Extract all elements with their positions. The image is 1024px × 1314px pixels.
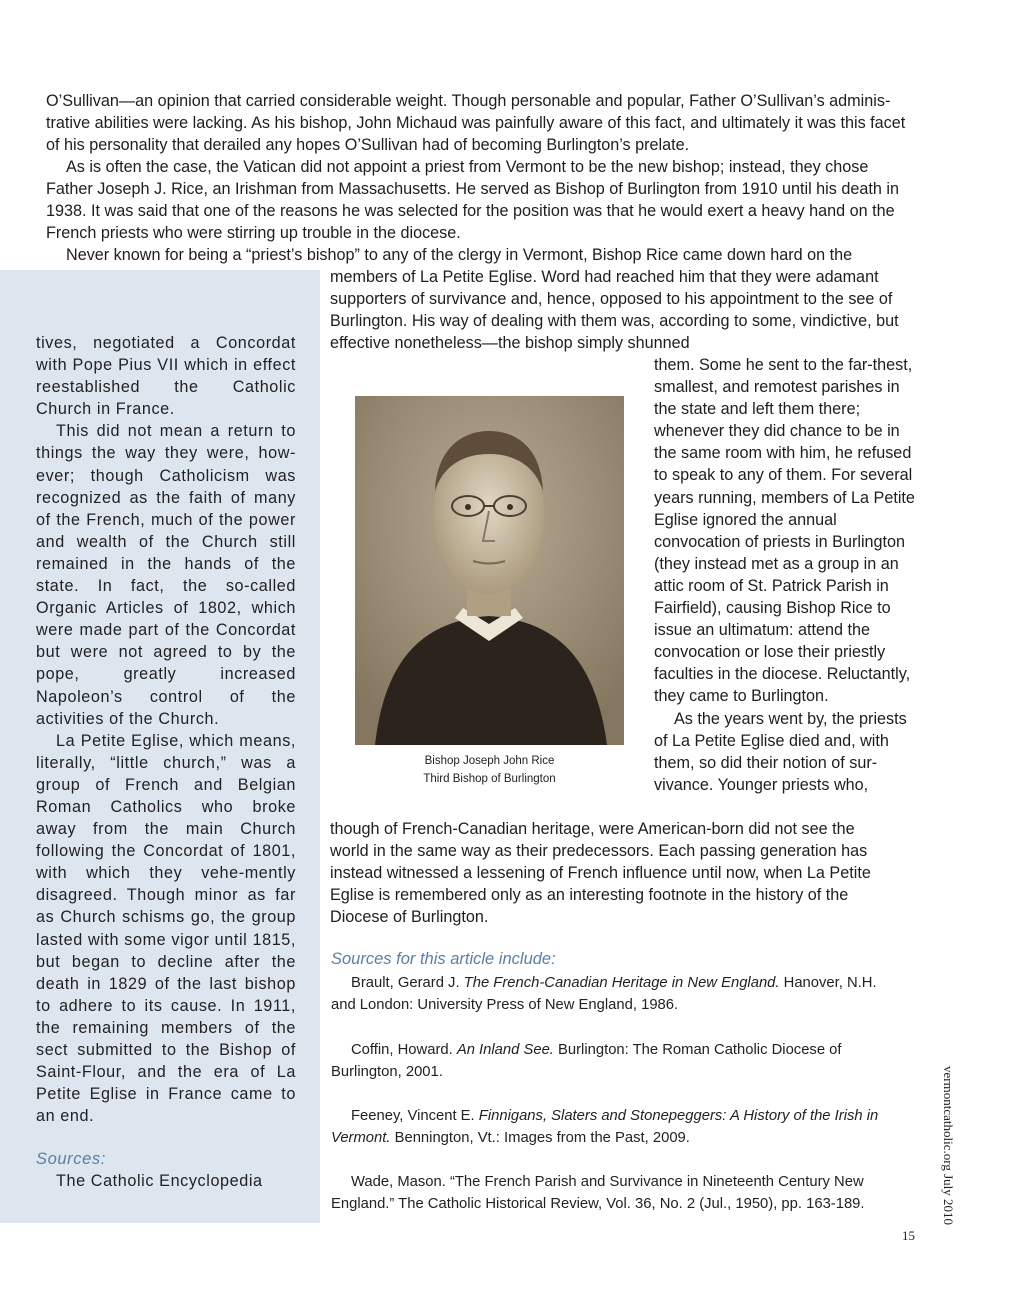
- source-3-publisher: Bennington, Vt.: Images from the Past, 2009.: [390, 1130, 690, 1146]
- source-item: [331, 972, 891, 1016]
- sidebar-paragraph-1: tives, negotiated a Concordat with Pope Pius VII which in effect reestablished the Catholic Church in France.: [36, 334, 296, 419]
- lower-paragraph: though of French-Canadian heritage, were American-born did not see the world in the same way as their predecessors. Each passing generation has instead witnessed a lessening of French influence until now, when La Petite Eglise is remembered only as an interesting footnote in the history of the Diocese of Burlington.: [330, 820, 871, 927]
- source-item: [331, 1105, 891, 1149]
- page-number: 15: [902, 1228, 915, 1243]
- source-1-publisher: Hanover, N.H. and London: University Press of New England, 1986.: [331, 975, 877, 1013]
- main-column-right: [654, 354, 919, 796]
- sidebar-sources-heading: Sources:: [36, 1150, 106, 1168]
- intro-paragraph-3: Never known for being a “priest’s bishop” to any of the clergy in Vermont, Bishop Rice came down hard on the: [66, 246, 853, 264]
- source-2-publisher: Burlington: The Roman Catholic Diocese of Burlington, 2001.: [331, 1042, 842, 1080]
- sidebar-paragraph-2: This did not mean a return to things the way they were, how-ever; though Catholicism was recognized as the faith of many of the French, much of the power and wealth of the Church still remained in the hands of the state. In fact, the so-called Organic Articles of 1802, which were made part of the Concordat but were not agreed to by the pope, greatly increased Napoleon’s control of the activities of the Church.: [36, 422, 296, 728]
- caption-line-1: Bishop Joseph John Rice: [424, 755, 555, 767]
- main-column-upper: [330, 266, 910, 354]
- sidebar-source-item: The Catholic Encyclopedia: [56, 1172, 263, 1190]
- source-4-citation: Wade, Mason. “The French Parish and Survivance in Nineteenth Century New England.” The Catholic Historical Review, Vol. 36, No. 2 (Jul., 1950), pp. 163-189.: [331, 1174, 865, 1212]
- portrait-illustration: [355, 396, 624, 745]
- source-3-author: Feeney, Vincent E.: [351, 1108, 479, 1124]
- source-2-author: Coffin, Howard.: [351, 1042, 457, 1058]
- source-3-title: Finnigans, Slaters and Stonepeggers: A History of the Irish in Vermont.: [331, 1108, 879, 1146]
- footer-site-date: vermontcatholic.org July 2010: [941, 1066, 956, 1225]
- sources-heading: Sources for this article include:: [331, 950, 556, 968]
- intro-text: [46, 90, 916, 266]
- source-item: [331, 1039, 891, 1083]
- right-paragraph-1: them. Some he sent to the far-thest, smallest, and remotest parishes in the state and left them there; whenever they did chance to be in the same room with him, he refused to speak to any of them. For several years running, members of La Petite Eglise ignored the annual convocation of priests in Burlington (they instead met as a group in an attic room of St. Patrick Parish in Fairfield), causing Bishop Rice to issue an ultimatum: attend the convocation or lose their priestly faculties in the diocese. Reluctantly, they came to Burlington.: [654, 356, 915, 706]
- intro-paragraph-2: As is often the case, the Vatican did not appoint a priest from Vermont to be the new bishop; instead, they chose Father Joseph J. Rice, an Irishman from Massachusetts. He served as Bishop of Burlington from 1910 until his death in 1938. It was said that one of the reasons he was selected for the position was that he would exert a heavy hand on the French priests who were stirring up trouble in the diocese.: [46, 158, 899, 242]
- main-column-lower: [330, 818, 890, 928]
- sidebar-paragraph-3: La Petite Eglise, which means, literally, “little church,” was a group of French and Belgian Roman Catholics who broke away from the main Church following the Concordat of 1801, with which they vehe-mently disagreed. Though minor as far as Church schisms go, the group lasted with some vigor until 1815, but began to decline after the death in 1829 of the last bishop to adhere to its cause. In 1911, the remaining members of the sect submitted to the Bishop of Saint-Flour, and the era of La Petite Eglise in France came to an end.: [36, 731, 296, 1126]
- photo-caption: [355, 752, 624, 788]
- vertical-footer: [940, 1066, 956, 1246]
- source-1-title: The French-Canadian Heritage in New England.: [463, 975, 780, 991]
- bishop-portrait-photo: [355, 396, 624, 745]
- right-paragraph-2: As the years went by, the priests of La Petite Eglise died and, with them, so did their notion of sur-vivance. Younger priests who,: [654, 709, 907, 794]
- intro-paragraph-1: O’Sullivan—an opinion that carried considerable weight. Though personable and popular, Father O’Sullivan’s adminis-trative abilities were lacking. As his bishop, John Michaud was painfully aware of this fact, and ultimately it was this facet of his personality that derailed any hopes O’Sullivan had of becoming Burlington’s prelate.: [46, 92, 906, 154]
- source-item: [331, 1171, 891, 1215]
- sidebar-text: [36, 332, 296, 1127]
- source-2-title: An Inland See.: [456, 1042, 554, 1058]
- main-paragraph: members of La Petite Eglise. Word had reached him that they were adamant supporters of survivance and, hence, opposed to his appointment to the see of Burlington. His way of dealing with them was, according to some, vindictive, but effective nonetheless—the bishop simply shunned: [330, 268, 899, 353]
- source-1-author: Brault, Gerard J.: [351, 975, 464, 991]
- caption-line-2: Third Bishop of Burlington: [423, 773, 556, 785]
